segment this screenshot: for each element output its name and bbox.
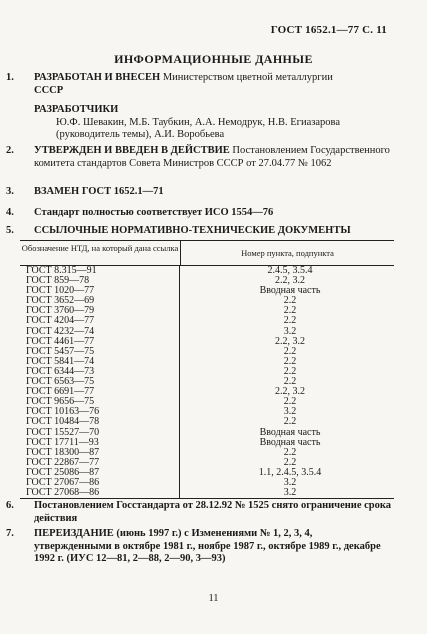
table-cell-document: ГОСТ 4204—77 bbox=[20, 316, 180, 326]
table-cell-clause: 2.2 bbox=[283, 295, 297, 307]
table-body bbox=[20, 266, 394, 498]
item-7-bold: ПЕРЕИЗДАНИЕ (июнь 1997 г.) с Изменениями № 1, 2, 3, 4, утвержденными в октябре 1981 г., ноябре 1987 г., октябре 1989 г., декабре 1992 г. (ИУС 12—81, 2—88, 2—90, 3—93) bbox=[34, 528, 381, 564]
table-cell-clause: 2.2 bbox=[283, 305, 297, 317]
table-cell-document: ГОСТ 3652—69 bbox=[20, 296, 180, 306]
item-1-text: Министерством цветной металлургии bbox=[160, 72, 333, 83]
table-cell-document: ГОСТ 4461—77 bbox=[20, 337, 180, 347]
table-header-col1: Обозначение НТД, на который дана ссылка bbox=[20, 241, 181, 265]
table-cell-clause: 2.2 bbox=[283, 365, 297, 377]
table-cell-clause: 2.2 bbox=[283, 345, 297, 357]
table-cell-document: ГОСТ 1020—77 bbox=[20, 286, 180, 296]
item-7-number: 7. bbox=[6, 528, 14, 539]
item-2-text: Постановлением Государственного комитета стандартов Совета Министров СССР от 27.04.77 № 1062 bbox=[34, 145, 390, 169]
table-cell-document: ГОСТ 6691—77 bbox=[20, 387, 180, 397]
table-cell-clause: 2.2 bbox=[283, 396, 297, 408]
table-cell-document: ГОСТ 3760—79 bbox=[20, 306, 180, 316]
item-5-number: 5. bbox=[6, 225, 14, 236]
item-6 bbox=[6, 500, 392, 525]
table-cell-clause: 3.2 bbox=[283, 476, 297, 488]
table-header-col2: Номер пункта, подпункта bbox=[241, 248, 334, 258]
section-title: ИНФОРМАЦИОННЫЕ ДАННЫЕ bbox=[114, 52, 313, 66]
item-3-number: 3. bbox=[6, 186, 14, 197]
item-6-bold: Постановлением Госстандарта от 28.12.92 № 1525 снято ограничение срока действия bbox=[34, 500, 392, 524]
reference-table bbox=[20, 240, 394, 499]
table-cell-clause: 3.2 bbox=[283, 406, 297, 418]
table-cell-clause: Вводная часть bbox=[259, 285, 321, 297]
item-4 bbox=[6, 207, 392, 220]
developers-names: Ю.Ф. Шевакин, М.Б. Таубкин, А.А. Немодрук, Н.В. Егиазарова (руководитель темы), А.И. Воробьева bbox=[56, 116, 341, 140]
table-cell-document: ГОСТ 6563—75 bbox=[20, 377, 180, 387]
table-cell-document: ГОСТ 5457—75 bbox=[20, 347, 180, 357]
table-cell-document: ГОСТ 17711—93 bbox=[20, 438, 180, 448]
item-3 bbox=[6, 186, 392, 199]
table-cell-document: ГОСТ 8.315—91 bbox=[20, 266, 180, 276]
table-cell-clause: 2.2 bbox=[283, 416, 297, 428]
table-cell-clause: 2.2, 3.2 bbox=[275, 335, 305, 347]
table-cell-document: ГОСТ 22867—77 bbox=[20, 458, 180, 468]
page-header: ГОСТ 1652.1—77 С. 11 bbox=[270, 24, 387, 36]
table-cell-clause: 2.2, 3.2 bbox=[275, 386, 305, 398]
page-number: 11 bbox=[208, 593, 219, 604]
table-cell-clause: 3.2 bbox=[283, 487, 297, 499]
developers-heading: РАЗРАБОТЧИКИ bbox=[34, 104, 119, 115]
item-1-number: 1. bbox=[6, 72, 14, 83]
table-cell-document: ГОСТ 27067—86 bbox=[20, 478, 180, 488]
table-cell-document: ГОСТ 859—78 bbox=[20, 276, 180, 286]
table-cell-document: ГОСТ 18300—87 bbox=[20, 448, 180, 458]
table-cell-document: ГОСТ 15527—70 bbox=[20, 428, 180, 438]
item-4-number: 4. bbox=[6, 207, 14, 218]
table-cell-clause: 2.2 bbox=[283, 456, 297, 468]
table-cell-document: ГОСТ 25086—87 bbox=[20, 468, 180, 478]
table-cell-clause: 1.1, 2.4.5, 3.5.4 bbox=[258, 466, 322, 478]
item-1-continuation: СССР bbox=[34, 84, 64, 96]
developers-block bbox=[20, 104, 392, 142]
item-5-bold: ССЫЛОЧНЫЕ НОРМАТИВНО-ТЕХНИЧЕСКИЕ ДОКУМЕНТЫ bbox=[34, 225, 351, 236]
table-cell-clause: 2.2 bbox=[283, 315, 297, 327]
table-cell-clause: 2.4.5, 3.5.4 bbox=[267, 265, 313, 276]
table-cell-clause: Вводная часть bbox=[259, 426, 321, 438]
item-2-bold: УТВЕРЖДЕН И ВВЕДЕН В ДЕЙСТВИЕ bbox=[34, 145, 230, 156]
table-row bbox=[20, 488, 394, 498]
item-4-bold: Стандарт полностью соответствует ИСО 1554—76 bbox=[34, 207, 274, 218]
table-cell-clause: 2.2 bbox=[283, 355, 297, 367]
table-cell-document: ГОСТ 5841—74 bbox=[20, 357, 180, 367]
table-header bbox=[20, 241, 394, 266]
table-cell-document: ГОСТ 10484—78 bbox=[20, 417, 180, 427]
table-cell-document: ГОСТ 27068—86 bbox=[20, 488, 180, 498]
table-cell-clause: Вводная часть bbox=[259, 436, 321, 448]
item-1 bbox=[6, 72, 392, 97]
table-cell-clause: 3.2 bbox=[283, 325, 297, 337]
table-cell-document: ГОСТ 9656—75 bbox=[20, 397, 180, 407]
item-7 bbox=[6, 528, 392, 566]
table-cell-document: ГОСТ 4232—74 bbox=[20, 327, 180, 337]
table-cell-clause: 2.2 bbox=[283, 446, 297, 458]
table-cell-clause: 2.2, 3.2 bbox=[275, 275, 305, 287]
item-3-bold: ВЗАМЕН ГОСТ 1652.1—71 bbox=[34, 186, 164, 197]
item-5 bbox=[6, 225, 392, 238]
table-cell-document: ГОСТ 10163—76 bbox=[20, 407, 180, 417]
table-row bbox=[20, 417, 394, 427]
table-cell-clause: 2.2 bbox=[283, 376, 297, 388]
item-1-bold: РАЗРАБОТАН И ВНЕСЕН bbox=[34, 72, 161, 83]
item-6-number: 6. bbox=[6, 500, 14, 511]
item-2 bbox=[6, 145, 392, 170]
table-cell-document: ГОСТ 6344—73 bbox=[20, 367, 180, 377]
item-2-number: 2. bbox=[6, 145, 14, 156]
